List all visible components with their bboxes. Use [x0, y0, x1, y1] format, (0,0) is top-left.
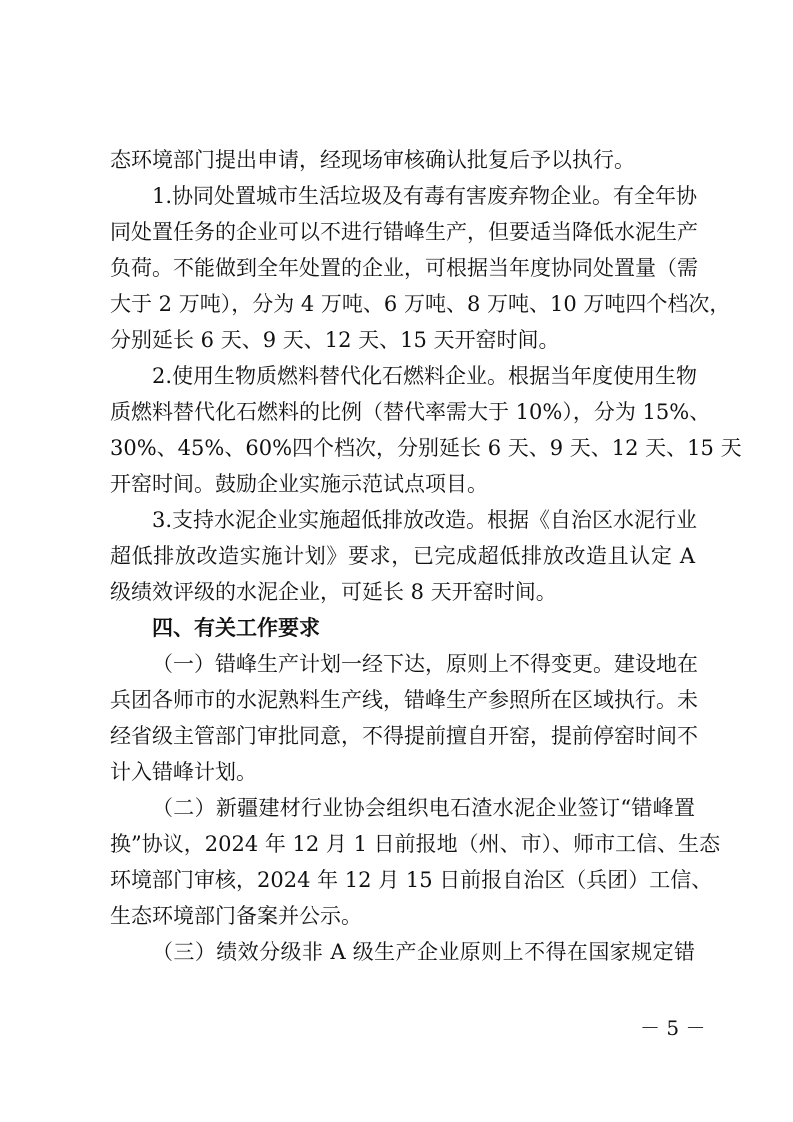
paragraph-line: 同处置任务的企业可以不进行错峰生产，但要适当降低水泥生产: [110, 220, 698, 244]
paragraph-line: 1.协同处置城市生活垃圾及有毒有害废弃物企业。有全年协: [152, 184, 698, 208]
paragraph-line: 环境部门审核，2024 年 12 月 15 日前报自治区（兵团）工信、: [110, 868, 713, 892]
paragraph-line: （二）新疆建材行业协会组织电石渣水泥企业签订“错峰置: [152, 796, 695, 820]
paragraph-line: 30%、45%、60%四个档次，分别延长 6 天、9 天、12 天、15 天: [110, 436, 742, 460]
paragraph-line: 3.支持水泥企业实施超低排放改造。根据《自治区水泥行业: [152, 508, 698, 532]
paragraph-line: 质燃料替代化石燃料的比例（替代率需大于 10%），分为 15%、: [110, 400, 711, 424]
paragraph-line: 生态环境部门备案并公示。: [110, 904, 362, 928]
paragraph-line: 分别延长 6 天、9 天、12 天、15 天开窑时间。: [110, 328, 560, 352]
paragraph-line: 态环境部门提出申请，经现场审核确认批复后予以执行。: [110, 148, 635, 172]
section-heading: 四、有关工作要求: [152, 616, 320, 640]
paragraph-line: （三）绩效分级非 A 级生产企业原则上不得在国家规定错: [152, 940, 695, 964]
paragraph-line: 换”协议，2024 年 12 月 1 日前报地（州、市）、师市工信、生态: [110, 832, 721, 856]
paragraph-line: 开窑时间。鼓励企业实施示范试点项目。: [110, 472, 488, 496]
paragraph-line: 负荷。不能做到全年处置的企业，可根据当年度协同处置量（需: [110, 256, 698, 280]
paragraph-line: 大于 2 万吨），分为 4 万吨、6 万吨、8 万吨、10 万吨四个档次，: [110, 292, 731, 316]
paragraph-line: 2.使用生物质燃料替代化石燃料企业。根据当年度使用生物: [152, 364, 698, 388]
paragraph-line: 兵团各师市的水泥熟料生产线，错峰生产参照所在区域执行。未: [110, 688, 698, 712]
paragraph-line: 经省级主管部门审批同意，不得提前擅自开窑，提前停窑时间不: [110, 724, 698, 748]
page-number: － 5 －: [640, 1016, 706, 1040]
paragraph-line: 超低排放改造实施计划》要求，已完成超低排放改造且认定 A: [110, 544, 695, 568]
paragraph-line: 级绩效评级的水泥企业，可延长 8 天开窑时间。: [110, 580, 557, 604]
paragraph-line: （一）错峰生产计划一经下达，原则上不得变更。建设地在: [152, 652, 698, 676]
paragraph-line: 计入错峰计划。: [110, 760, 257, 784]
